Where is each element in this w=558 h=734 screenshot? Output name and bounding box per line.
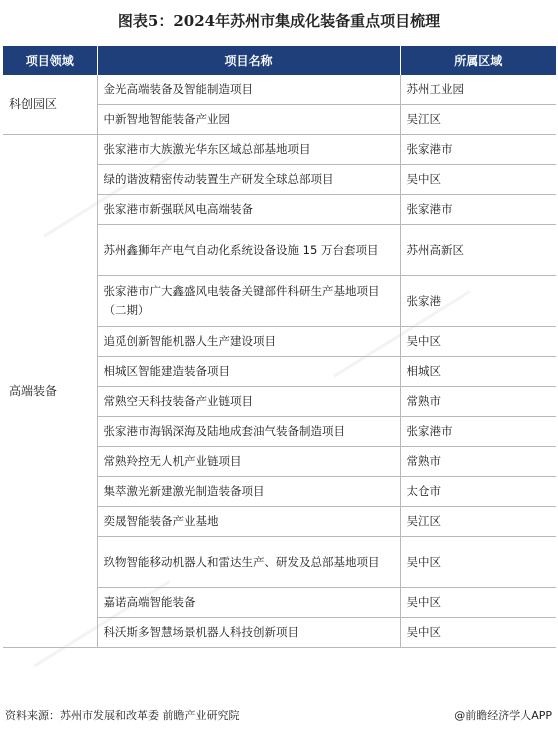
region-cell: 张家港市	[400, 417, 556, 447]
header-region: 所属区域	[400, 46, 556, 75]
region-cell: 常熟市	[400, 387, 556, 417]
region-cell: 吴中区	[400, 327, 556, 357]
project-name-cell: 苏州鑫狮年产电气自动化系统设备设施 15 万台套项目	[97, 225, 400, 276]
domain-cell: 科创园区	[3, 75, 97, 135]
project-name-cell: 集萃激光新建激光制造装备项目	[97, 477, 400, 507]
table-row	[3, 135, 556, 165]
project-name-cell: 玖物智能移动机器人和雷达生产、研发及总部基地项目	[97, 537, 400, 588]
table-header-row	[3, 46, 556, 75]
page-title: 图表5：2024年苏州市集成化装备重点项目梳理	[117, 12, 441, 30]
project-name-cell: 张家港市大族激光华东区域总部基地项目	[97, 135, 400, 165]
header-project-name: 项目名称	[97, 46, 400, 75]
region-cell: 太仓市	[400, 477, 556, 507]
projects-table	[3, 46, 556, 648]
domain-cell: 高端装备	[3, 135, 97, 648]
region-cell: 吴中区	[400, 537, 556, 588]
region-cell: 吴中区	[400, 165, 556, 195]
brand-credit: @前瞻经济学人APP	[454, 709, 552, 722]
region-cell: 吴中区	[400, 618, 556, 648]
project-name-cell: 绿的谐波精密传动装置生产研发全球总部项目	[97, 165, 400, 195]
region-cell: 苏州工业园	[400, 75, 556, 105]
region-cell: 常熟市	[400, 447, 556, 477]
project-name-cell: 嘉诺高端智能装备	[97, 588, 400, 618]
header-domain: 项目领域	[3, 46, 97, 75]
region-cell: 张家港市	[400, 135, 556, 165]
project-name-cell: 科沃斯多智慧场景机器人科技创新项目	[97, 618, 400, 648]
table-body	[3, 75, 556, 648]
region-cell: 相城区	[400, 357, 556, 387]
project-name-cell: 相城区智能建造装备项目	[97, 357, 400, 387]
region-cell: 张家港	[400, 276, 556, 327]
project-name-cell: 中新智地智能装备产业园	[97, 105, 400, 135]
project-name-cell: 张家港市新强联风电高端装备	[97, 195, 400, 225]
table-row	[3, 75, 556, 105]
region-cell: 苏州高新区	[400, 225, 556, 276]
project-name-cell: 常熟空天科技装备产业链项目	[97, 387, 400, 417]
region-cell: 吴江区	[400, 507, 556, 537]
project-name-cell: 追觅创新智能机器人生产建设项目	[97, 327, 400, 357]
project-name-cell: 奕晟智能装备产业基地	[97, 507, 400, 537]
project-name-cell: 张家港市广大鑫盛风电装备关键部件科研生产基地项目（二期）	[97, 276, 400, 327]
project-name-cell: 常熟羚控无人机产业链项目	[97, 447, 400, 477]
region-cell: 张家港市	[400, 195, 556, 225]
project-name-cell: 张家港市海锅深海及陆地成套油气装备制造项目	[97, 417, 400, 447]
project-name-cell: 金光高端装备及智能制造项目	[97, 75, 400, 105]
source-note: 资料来源：苏州市发展和改革委 前瞻产业研究院	[5, 709, 240, 722]
region-cell: 吴中区	[400, 588, 556, 618]
region-cell: 吴江区	[400, 105, 556, 135]
